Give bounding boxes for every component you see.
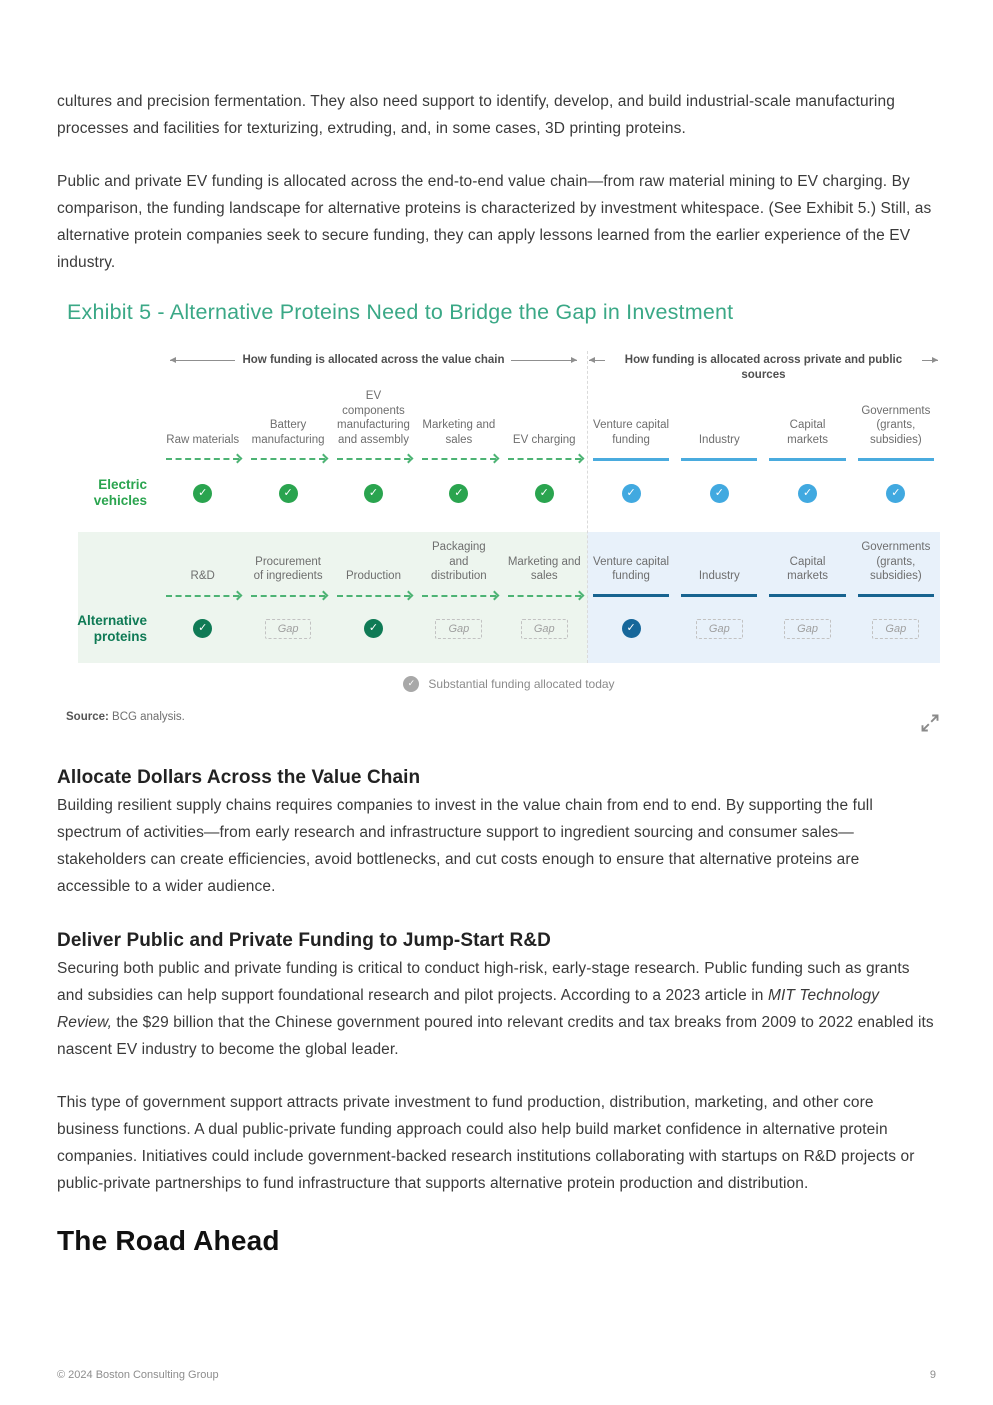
gap-badge: Gap: [696, 619, 743, 639]
gap-badge: Gap: [872, 619, 919, 639]
check-icon: ✓: [364, 484, 383, 503]
source-underline: [681, 458, 757, 461]
section-body-government-support: This type of government support attracts private investment to fund production, distribution, marketing, and other core business functions. A dual public-private funding approach could also help build market confidence in alternative protein companies. Initiatives could include government-backed research institutions collaborating with startups on R&D projects or public-private partnerships to fund infrastructure that supports alternative protein production and distribution.: [57, 1093, 915, 1192]
chart-cell: [331, 389, 416, 522]
flow-arrow-icon: [251, 595, 324, 597]
chart-cell: [852, 540, 940, 657]
chart-cell: [502, 389, 587, 522]
column-label: Raw materials: [166, 433, 240, 446]
footer-page-number: 9: [929, 1369, 936, 1381]
column-label: EV charging: [512, 433, 576, 446]
chart-legend: [78, 676, 940, 692]
section-heading-deliver-funding: Deliver Public and Private Funding to Jump-Start R&D: [57, 929, 551, 951]
check-icon: ✓: [193, 619, 212, 638]
check-icon: ✓: [535, 484, 554, 503]
chart-cell: [852, 389, 940, 522]
value-chain-header: [160, 353, 587, 383]
section-body-allocate-dollars: Building resilient supply chains requires companies to invest in the value chain from end to end. By supporting the full spectrum of activities—from early research and infrastructure support to ingredient sourcing and consumer sales—stakeholders can create efficiencies, avoid bottlenecks, and cut costs enough to ensure that alternative proteins are accessible to a wider audience.: [57, 796, 873, 895]
column-label: Industry: [698, 433, 740, 446]
row-label-electric-vehicles: Electric vehicles: [93, 477, 147, 508]
right-arrow-line: [922, 360, 938, 361]
chart-cell: [763, 540, 851, 657]
check-icon: ✓: [193, 484, 212, 503]
source-note: [57, 711, 936, 723]
chart-cell: [587, 389, 675, 522]
column-label: Packaging and distribution: [431, 541, 487, 582]
column-label: Capital markets: [787, 555, 829, 582]
column-label: Production: [345, 570, 401, 582]
column-label: Governments (grants, subsidies): [861, 541, 931, 582]
column-label: Procurement of ingredients: [253, 555, 323, 582]
section-heading-road-ahead: The Road Ahead: [57, 1224, 280, 1256]
check-icon: ✓: [886, 484, 905, 503]
intro-paragraph-1: cultures and precision fermentation. They also need support to identify, develop, and build industrial-scale manufacturing processes and facilities for texturizing, extruding, and, in some cases, 3D printing proteins.: [57, 93, 895, 137]
source-label: Source:: [66, 710, 109, 723]
expand-diagonal-icon: [918, 711, 942, 735]
left-arrow-line: [589, 360, 605, 361]
source-text: BCG analysis.: [108, 710, 185, 723]
source-underline: [858, 594, 934, 597]
alternative-proteins-row: [78, 532, 940, 663]
section-heading-allocate-dollars: Allocate Dollars Across the Value Chain: [57, 766, 421, 788]
check-icon: ✓: [622, 619, 641, 638]
flow-arrow-icon: [508, 595, 581, 597]
column-label: Venture capital funding: [593, 419, 670, 446]
chart-headers: [78, 353, 940, 383]
column-label: R&D: [190, 570, 215, 582]
exhibit-title: Exhibit 5 - Alternative Proteins Need to Bridge the Gap in Investment: [67, 300, 734, 324]
flow-arrow-icon: [422, 595, 495, 597]
source-underline: [593, 458, 669, 461]
footer-copyright: © 2024 Boston Consulting Group: [57, 1369, 219, 1381]
page-footer: [57, 1369, 936, 1381]
column-label: Marketing and sales: [422, 419, 496, 446]
flow-arrow-icon: [337, 595, 410, 597]
section-divider: [587, 351, 588, 663]
check-icon: ✓: [798, 484, 817, 503]
check-icon: ✓: [279, 484, 298, 503]
column-label: Venture capital funding: [593, 555, 670, 582]
chart-cell: [416, 540, 501, 657]
column-label: Governments (grants, subsidies): [861, 404, 931, 446]
flow-arrow-icon: [166, 458, 239, 460]
value-chain-header-text: How funding is allocated across the value chain: [242, 354, 505, 366]
chart-cell: [331, 540, 416, 657]
chart-cell: [160, 540, 245, 657]
gap-badge: Gap: [521, 619, 568, 639]
flow-arrow-icon: [166, 595, 239, 597]
gap-badge: Gap: [784, 619, 831, 639]
funding-sources-header-text: How funding is allocated across private and public sources: [624, 354, 903, 381]
left-arrow-line: [170, 360, 235, 361]
row-label-alternative-proteins: Alternative proteins: [77, 612, 147, 644]
source-underline: [593, 594, 669, 597]
column-label: Capital markets: [787, 419, 829, 446]
chart-cell: [245, 389, 330, 522]
expand-exhibit-button[interactable]: [917, 710, 943, 736]
exhibit-chart: [78, 353, 940, 692]
legend-check-icon: ✓: [403, 676, 419, 692]
source-underline: [769, 458, 845, 461]
flow-arrow-icon: [337, 458, 410, 460]
source-underline: [681, 594, 757, 597]
chart-cell: [763, 389, 851, 522]
column-label: Battery manufacturing: [251, 419, 325, 446]
intro-paragraph-2: Public and private EV funding is allocated across the end-to-end value chain—from raw material mining to EV charging. By comparison, the funding landscape for alternative proteins is characterized by investment whitespace. (See Exhibit 5.) Still, as alternative protein companies seek to secure funding, they can apply lessons learned from the earlier experience of the EV industry.: [57, 173, 932, 271]
source-underline: [858, 458, 934, 461]
electric-vehicles-row: [78, 389, 940, 522]
gap-badge: Gap: [265, 619, 312, 639]
flow-arrow-icon: [422, 458, 495, 460]
check-icon: ✓: [364, 619, 383, 638]
right-arrow-line: [511, 360, 576, 361]
chart-cell: [502, 540, 587, 657]
chart-cell: [416, 389, 501, 522]
funding-sources-header: [587, 353, 940, 383]
source-underline: [769, 594, 845, 597]
chart-cell: [587, 540, 675, 657]
column-label: Industry: [698, 570, 740, 582]
chart-cell: [160, 389, 245, 522]
chart-cell: [675, 540, 763, 657]
publication-name: MIT Technology Review,: [57, 986, 880, 1031]
column-label: Marketing and sales: [507, 555, 581, 582]
chart-cell: [675, 389, 763, 522]
chart-cell: [245, 540, 330, 657]
column-label: EV components manufacturing and assembly: [337, 390, 410, 446]
flow-arrow-icon: [508, 458, 581, 460]
legend-label: Substantial funding allocated today: [428, 676, 615, 691]
flow-arrow-icon: [251, 458, 324, 460]
check-icon: ✓: [449, 484, 468, 503]
gap-badge: Gap: [435, 619, 482, 639]
check-icon: ✓: [710, 484, 729, 503]
section-body-deliver-funding: Securing both public and private funding is critical to conduct high-risk, early-stage research. Public funding such as grants and subsidies can help support foundational research and pilot projects. According to a 2023 article in MIT Technology Review, the $29 billion that the Chinese government poured into relevant credits and tax breaks from 2009 to 2022 enabled its nascent EV industry to become the global leader.: [57, 959, 934, 1058]
check-icon: ✓: [622, 484, 641, 503]
